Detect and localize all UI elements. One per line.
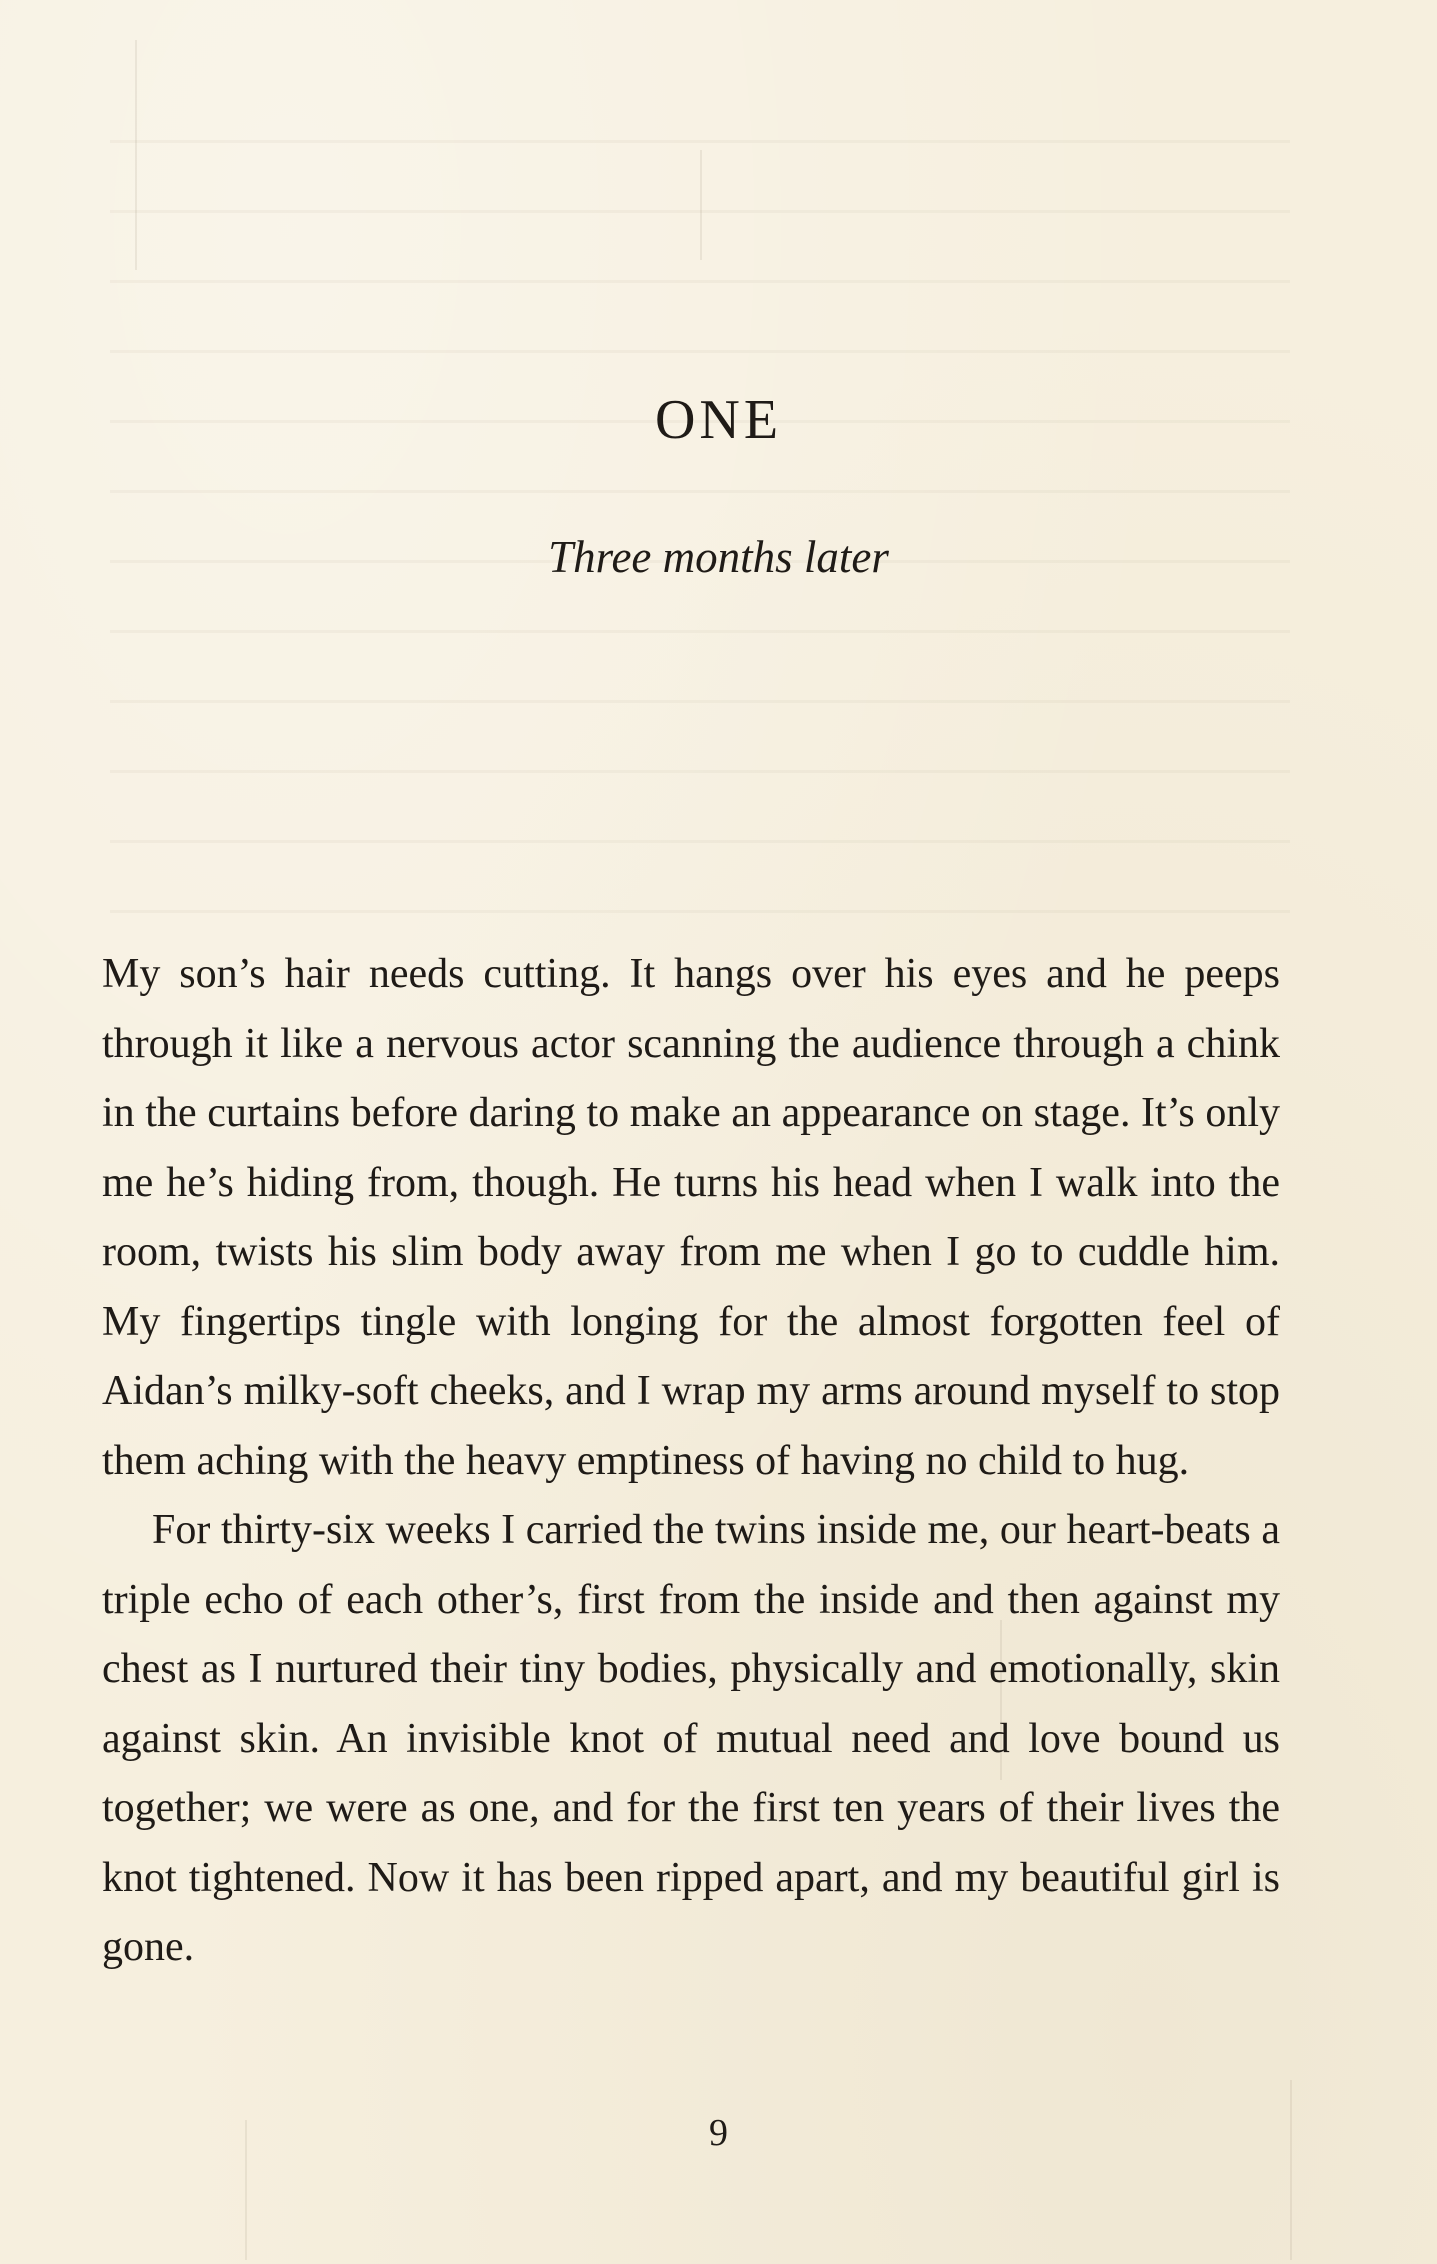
- paragraph: My son’s hair needs cutting. It hangs over his eyes and he peeps through it like a nervous actor scanning the audience through a chink in the curtains before daring to make an appearance on stage. It’s only me he’s hiding from, though. He turns his head when I walk into the room, twists his slim body away from me when I go to cuddle him. My fingertips tingle with longing for the almost forgotten feel of Aidan’s milky-soft cheeks, and I wrap my arms around myself to stop them aching with the heavy emptiness of having no child to hug.: [102, 951, 1280, 1484]
- show-through-line: [110, 700, 1290, 703]
- paper-crease: [700, 150, 702, 260]
- show-through-line: [110, 840, 1290, 843]
- paragraph: For thirty-six weeks I carried the twins inside me, our heart-beats a triple echo of each other’s, first from the inside and then against my chest as I nurtured their tiny bodies, physically and emotionally, skin against skin. An invisible knot of mutual need and love bound us together; we were as one, and for the first ten years of their lives the knot tightened. Now it has been ripped apart, and my beautiful girl is gone.: [102, 1507, 1280, 1970]
- page-number: 9: [709, 2112, 728, 2154]
- paper-crease: [135, 40, 137, 270]
- show-through-line: [110, 490, 1290, 493]
- show-through-line: [110, 140, 1290, 143]
- show-through-line: [110, 910, 1290, 913]
- show-through-line: [110, 630, 1290, 633]
- paper-crease: [1290, 2080, 1292, 2260]
- chapter-subtitle: Three months later: [548, 532, 889, 582]
- chapter-number: ONE: [654, 389, 783, 451]
- show-through-line: [110, 770, 1290, 773]
- chapter-body: [102, 940, 1280, 1983]
- show-through-line: [110, 350, 1290, 353]
- show-through-line: [110, 280, 1290, 283]
